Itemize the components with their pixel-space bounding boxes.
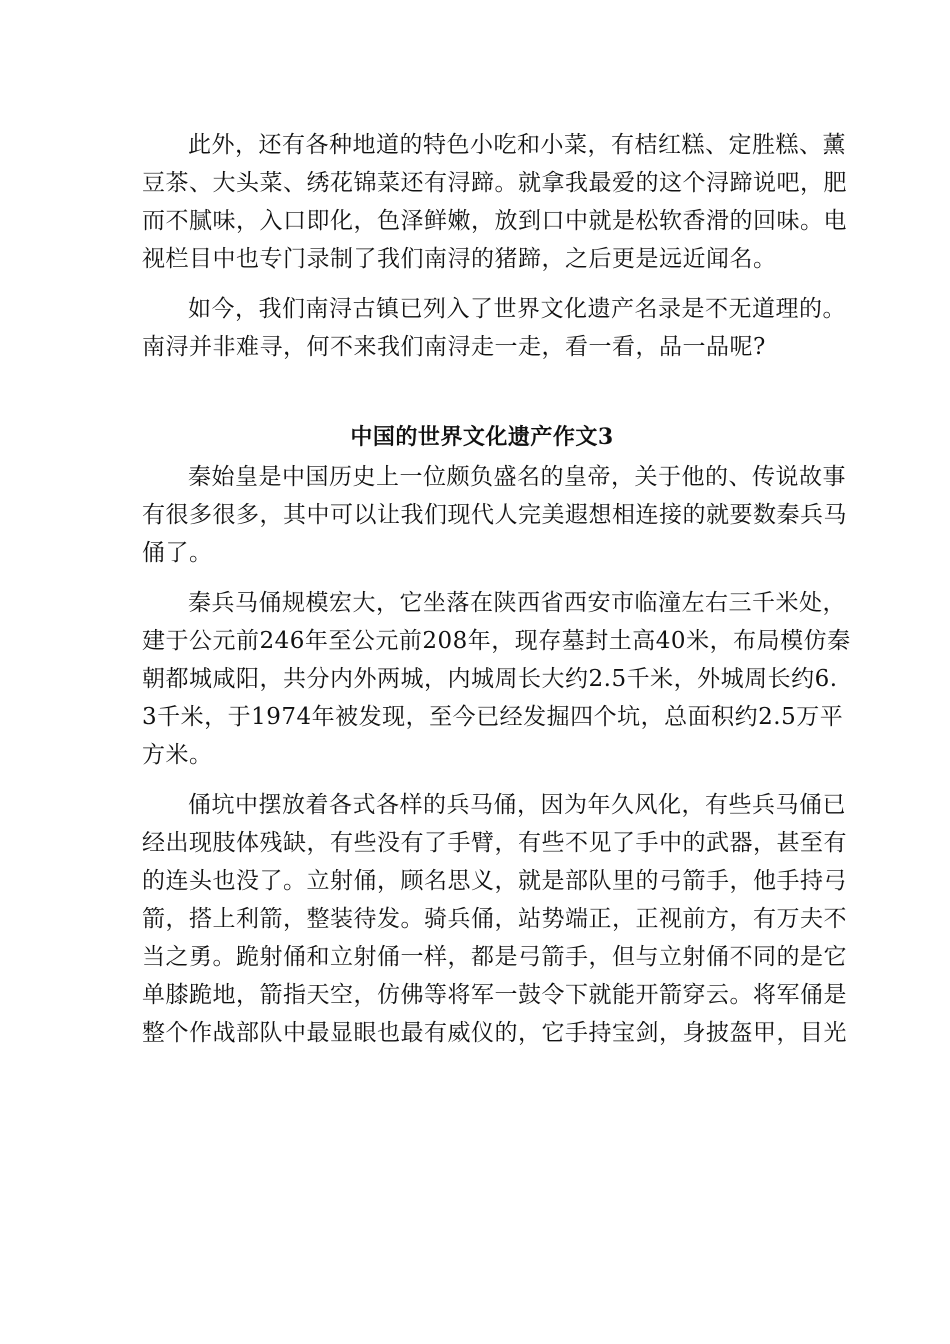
text-line: 豆茶、大头菜、绣花锦菜还有浔蹄。就拿我最爱的这个浔蹄说吧，肥	[142, 170, 847, 196]
text-line: 俑坑中摆放着各式各样的兵马俑，因为年久风化，有些兵马俑已	[188, 792, 846, 818]
document-page	[142, 126, 851, 1052]
paragraph-terracotta-figures	[142, 786, 847, 1052]
text-line: 此外，还有各种地道的特色小吃和小菜，有桔红糕、定胜糕、薰	[188, 132, 846, 158]
text-line: 单膝跪地，箭指天空，仿佛等将军一鼓令下就能开箭穿云。将军俑是	[142, 982, 847, 1008]
text-line: 3千米，于1974年被发现，至今已经发掘四个坑，总面积约2.5万平	[142, 704, 844, 730]
text-line: 有很多很多，其中可以让我们现代人完美遐想相连接的就要数秦兵马	[142, 502, 847, 528]
text-line: 俑了。	[142, 540, 213, 566]
text-line: 箭，搭上利箭，整装待发。骑兵俑，站势端正，正视前方，有万夫不	[142, 906, 847, 932]
text-line: 朝都城咸阳，共分内外两城，内城周长大约2.5千米，外城周长约6.	[142, 666, 838, 692]
text-line: 如今，我们南浔古镇已列入了世界文化遗产名录是不无道理的。	[188, 296, 846, 322]
text-line: 当之勇。跪射俑和立射俑一样，都是弓箭手，但与立射俑不同的是它	[142, 944, 847, 970]
text-line: 南浔并非难寻，何不来我们南浔走一走，看一看，品一品呢?	[142, 334, 766, 360]
text-line: 视栏目中也专门录制了我们南浔的猪蹄，之后更是远近闻名。	[142, 246, 777, 272]
text-line: 而不腻味，入口即化，色泽鲜嫩，放到口中就是松软香滑的回味。电	[142, 208, 847, 234]
paragraph-heritage-list	[142, 290, 846, 366]
paragraph-qin-intro	[142, 458, 847, 572]
text-line: 秦始皇是中国历史上一位颇负盛名的皇帝，关于他的、传说故事	[188, 464, 846, 490]
text-line: 秦兵马俑规模宏大，它坐落在陕西省西安市临潼左右三千米处，	[188, 590, 846, 616]
text-line: 建于公元前246年至公元前208年，现存墓封土高40米，布局模仿秦	[142, 628, 851, 654]
text-line: 方米。	[142, 742, 213, 768]
paragraph-snacks	[142, 126, 847, 278]
paragraph-terracotta-scale	[142, 584, 851, 774]
text-line: 经出现肢体残缺，有些没有了手臂，有些不见了手中的武器，甚至有	[142, 830, 847, 856]
text-line: 的连头也没了。立射俑，顾名思义，就是部队里的弓箭手，他手持弓	[142, 868, 847, 894]
section-title: 中国的世界文化遗产作文3	[350, 424, 614, 450]
text-line: 整个作战部队中最显眼也最有威仪的，它手持宝剑，身披盔甲，目光	[142, 1020, 847, 1046]
